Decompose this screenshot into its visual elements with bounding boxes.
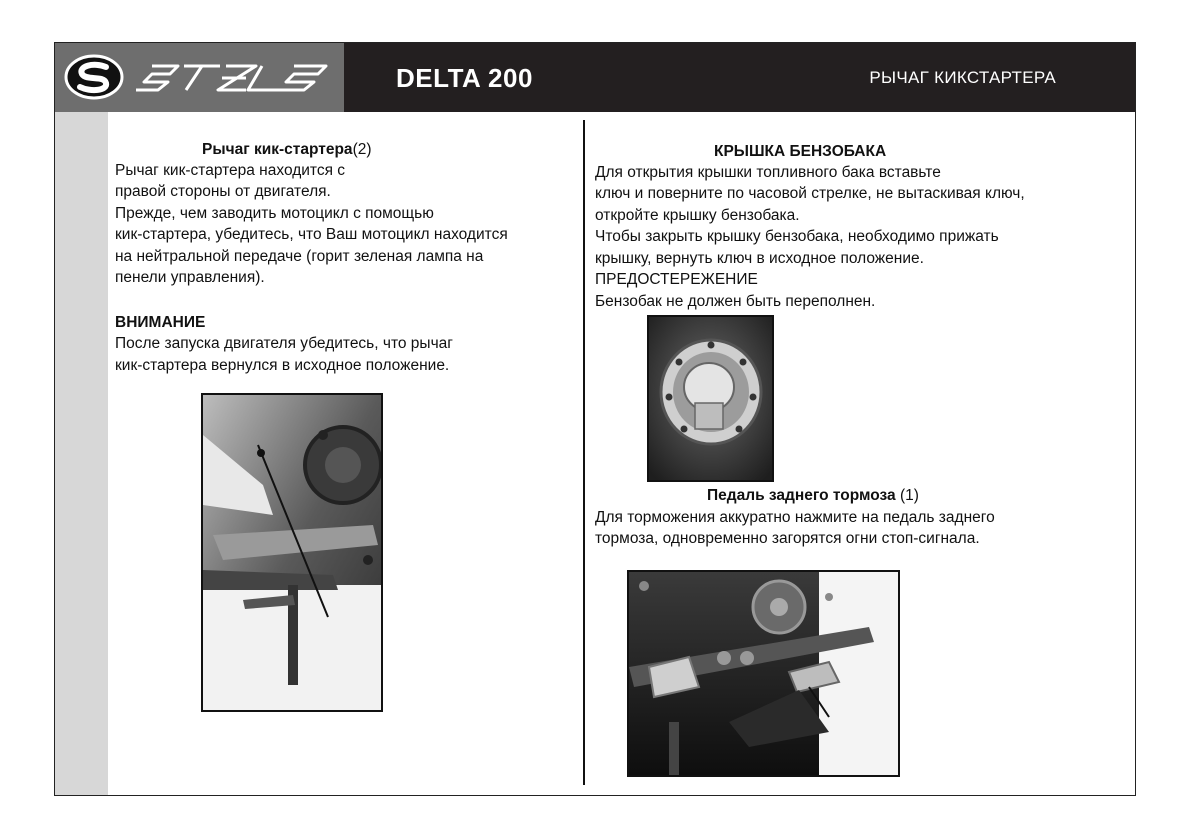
- fuel-cap-photo-image: [649, 317, 772, 480]
- kickstarter-line: Рычаг кик-стартера находится с: [115, 162, 346, 179]
- kickstarter-line: правой стороны от двигателя.: [115, 183, 331, 200]
- kickstarter-heading: [202, 139, 372, 161]
- kickstarter-line: пенели управления).: [115, 269, 265, 286]
- brake-heading-title: Педаль заднего тормоза: [707, 487, 896, 504]
- fuel-cap-line: Чтобы закрыть крышку бензобака, необходимо прижать: [595, 228, 999, 245]
- fuel-cap-line: крышку, вернуть ключ в исходное положение.: [595, 250, 924, 267]
- kickstarter-line: Прежде, чем заводить мотоцикл с помощью: [115, 205, 434, 222]
- brake-heading-ref: (1): [895, 487, 919, 504]
- kickstarter-line: на нейтральной передаче (горит зеленая лампа на: [115, 248, 484, 265]
- caution-line: Бензобак не должен быть переполнен.: [595, 293, 876, 310]
- warning-title: ВНИМАНИЕ: [115, 314, 206, 331]
- fuel-cap-line: Для открытия крышки топливного бака вставьте: [595, 164, 941, 181]
- fuel-cap-line: откройте крышку бензобака.: [595, 207, 800, 224]
- column-divider: [583, 120, 585, 785]
- brake-heading: [707, 485, 919, 507]
- warning-line: кик-стартера вернулся в исходное положение.: [115, 357, 450, 374]
- model-name: DELTA 200: [396, 63, 533, 93]
- kickstarter-line: кик-стартера, убедитесь, что Ваш мотоцикл находится: [115, 226, 508, 243]
- kickstarter-heading-title: Рычаг кик-стартера: [202, 141, 353, 158]
- fuel-cap-line: ключ и поверните по часовой стрелке, не вытаскивая ключ,: [595, 185, 1025, 202]
- brake-pedal-photo-image: [629, 572, 898, 775]
- kickstarter-photo-image: [203, 395, 381, 710]
- brake-line: Для торможения аккуратно нажмите на педаль заднего: [595, 509, 995, 526]
- caution-title: ПРЕДОСТЕРЕЖЕНИЕ: [595, 271, 758, 288]
- brake-pedal-photo: [627, 570, 900, 777]
- section-title: РЫЧАГ КИКСТАРТЕРА: [869, 68, 1056, 87]
- fuel-cap-photo: [647, 315, 774, 482]
- kickstarter-photo: [201, 393, 383, 712]
- kickstarter-heading-ref: (2): [352, 141, 372, 158]
- warning-line: После запуска двигателя убедитесь, что рычаг: [115, 335, 453, 352]
- fuel-cap-heading: КРЫШКА БЕНЗОБАКА: [714, 143, 887, 160]
- brake-line: тормоза, одновременно загорятся огни стоп-сигнала.: [595, 530, 980, 547]
